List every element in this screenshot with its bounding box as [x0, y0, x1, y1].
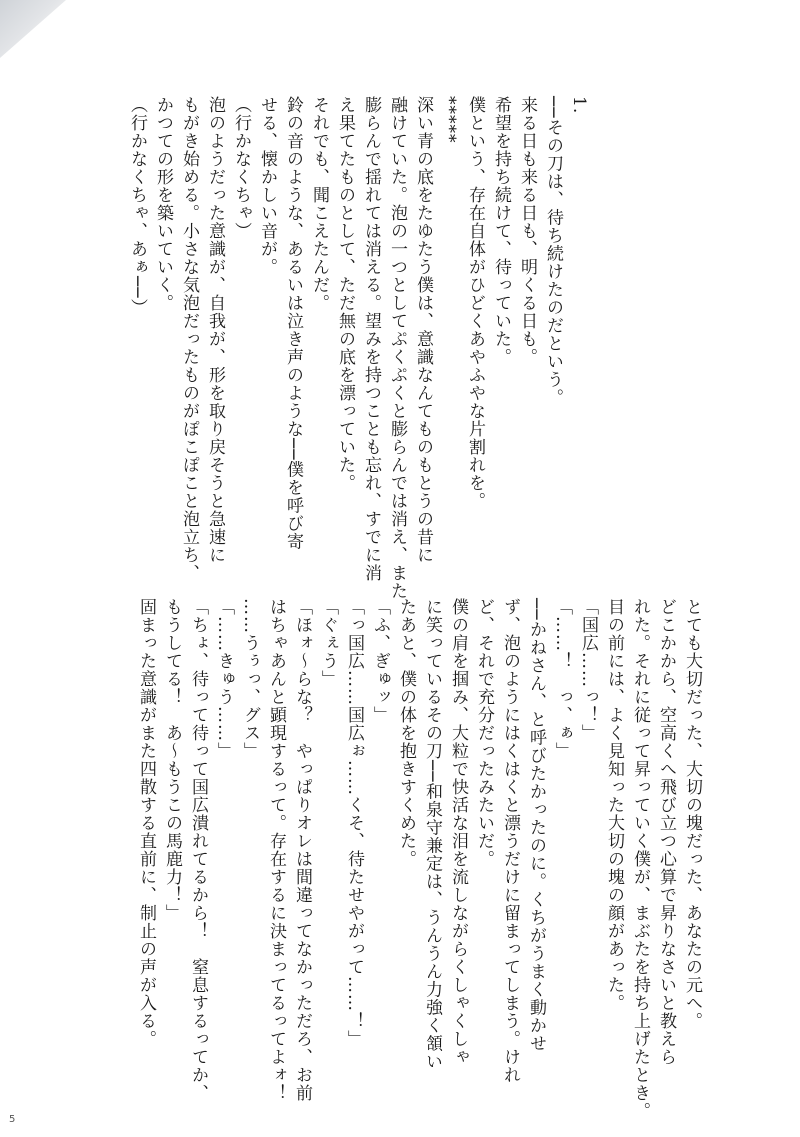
text-column: ず、泡のようにはくはくと漂うだけに留まってしまう。けれ	[500, 598, 520, 1084]
text-column: （行かなくちゃ、あぁ──）	[127, 96, 147, 317]
text-column: （行かなくちゃ）	[231, 96, 251, 240]
text-column: 僕という、存在自体がひどくあやふやな片割れを。	[465, 96, 485, 510]
text-column: に笑っているその刀──和泉守兼定は、うんうん力強く頷い	[422, 598, 442, 1071]
text-column: はちゃあんと顕現するって。存在するに決まってるってよォ！	[266, 598, 286, 1102]
top-text-section	[124, 96, 592, 600]
text-column: 鈴の音のような、あるいは泣き声のような──僕を呼び寄	[283, 96, 303, 551]
text-column: ──その刀は、待ち続けたのだという。	[543, 96, 563, 407]
text-column: 「……きゅう……」	[214, 598, 234, 760]
text-column: ど、それで充分だったみたいだ。	[474, 598, 494, 868]
text-column: ……うぅっ、グス」	[240, 598, 260, 760]
text-column: とても大切だった、大切の塊だった、あなたの元へ。	[682, 598, 702, 1030]
corner-decoration	[0, 0, 66, 58]
text-column: 「……！ っ、ぁ」	[552, 598, 572, 760]
text-column: 希望を持ち続けて、待っていた。	[491, 96, 511, 366]
text-column: 「ちょ、待って待って国広潰れてるから！ 窒息するってか、	[188, 598, 208, 1102]
text-column: 「ふ、ぎゅッ」	[370, 598, 390, 724]
text-column: もがき始める。小さな気泡だったものがぽこぽこと泡立ち、	[179, 96, 199, 582]
text-column: 来る日も来る日も、明くる日も。	[517, 96, 537, 366]
text-column: もうしてる！ あ～もうこの馬鹿力！」	[162, 598, 182, 922]
text-column: *****	[439, 96, 459, 144]
text-column: 融けていた。泡の一つとしてぷくぷくと膨らんでは消え、また	[387, 96, 407, 600]
text-column: ──かねさん、と呼びたかったのに。くちがうまく動かせ	[526, 598, 546, 1053]
text-column: れた。それに従って昇っていく僕が、まぶたを持ち上げたとき。	[630, 598, 650, 1120]
text-column: 「ほォ～らな？ やっぱりオレは間違ってなかっただろ、お前	[292, 598, 312, 1102]
text-column: 固まった意識がまた四散する直前に、制止の声が入る。	[136, 598, 156, 1048]
text-column: 1.	[569, 96, 589, 115]
text-column: せる、懐かしい音が。	[257, 96, 277, 276]
text-column: 泡のようだった意識が、自我が、形を取り戻そうと急速に	[205, 96, 225, 564]
text-column: たあと、僕の体を抱きすくめた。	[396, 598, 416, 868]
bottom-text-section	[133, 598, 705, 1120]
text-column: 「っ国広……国広ぉ……くそ、待たせやがって……！」	[344, 598, 364, 1048]
text-column: 目の前には、よく見知った大切の塊の顔があった。	[604, 598, 624, 1012]
page-number: 5	[9, 1114, 16, 1125]
text-column: 深い青の底をたゆたう僕は、意識なんてものもとうの昔に	[413, 96, 433, 564]
text-column: かつての形を築いていく。	[153, 96, 173, 312]
text-column: 「ぐぇう」	[318, 598, 338, 688]
text-column: 「国広……っ！」	[578, 598, 598, 742]
text-column: え果てたものとして、ただ無の底を漂っていた。	[335, 96, 355, 492]
text-column: それでも、聞こえたんだ。	[309, 96, 329, 312]
text-column: どこかから、空高くへ飛び立つ心算で昇りなさいと教えら	[656, 598, 676, 1066]
text-column: 僕の肩を掴み、大粒で快活な泪を流しながらくしゃくしゃ	[448, 598, 468, 1066]
text-column: 膨らんで揺れては消える。望みを持つことも忘れ、すでに消	[361, 96, 381, 582]
